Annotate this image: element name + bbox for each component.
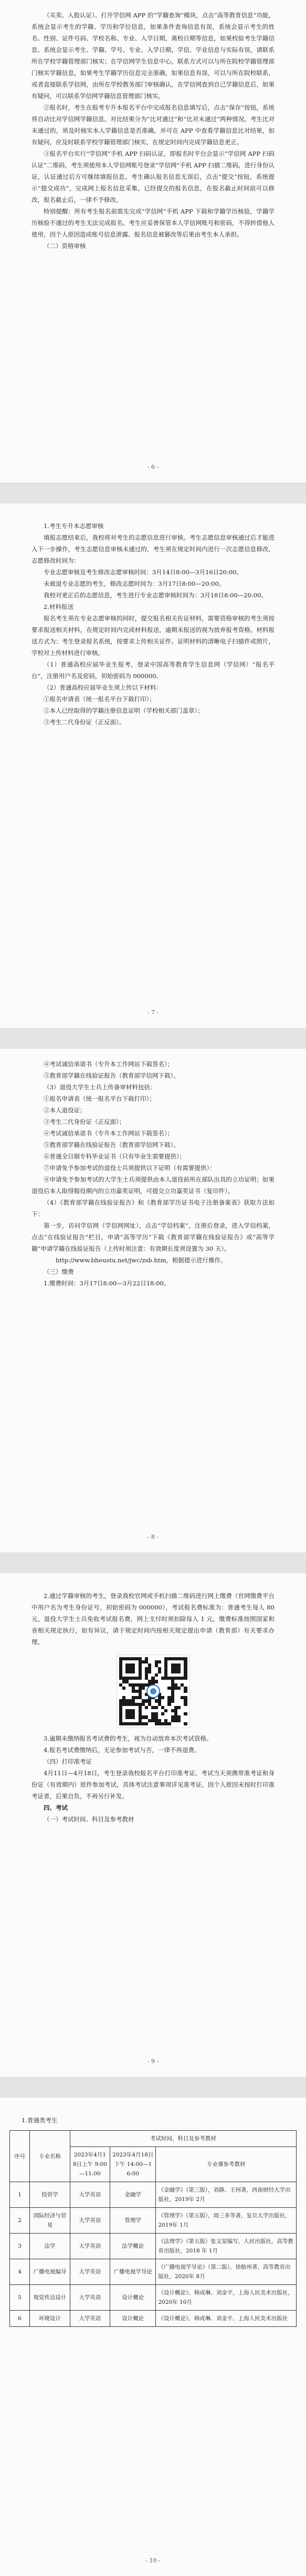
table-cell: 1 xyxy=(10,2182,30,2208)
paragraph: 1.缴费时间：3月17日8:00—3月22日18:00。 xyxy=(44,1280,170,1287)
url-link[interactable]: http://www.bheustu.net/jwc/zsb.htm xyxy=(56,1257,166,1264)
list-item: ①报名申请表（统一报名平台下载打印）； xyxy=(44,1095,155,1102)
list-item: ①报名申请表（统一报名平台下载打印）； xyxy=(44,695,155,703)
table-cell: 国际经济与贸易 xyxy=(30,2208,70,2234)
paragraph: （买卖、入股认证）、打开学信网 APP 的“学籍查询”模块，点击“高等教育信息”功能，系统会显示考生的学籍、学历和学位信息，如果条件查询信息有误，系统会显示考生的姓名、性别、证件号码、学校名称、专业、入学日期，离校日期等信息，如果校验考生学籍信息、系统会显示考生、学籍、学号、专业、入学日期，学信、学业信息与实际有误，请联系所在学校学籍管理部门核实；在学信网学生信息中心，联系方式可以与所在院校学籍管理部门核实学籍信息，如果考生学籍学历信息完全准确，如果信息有误，可以与所在院校联系，或者直接联系学信网，由所在学校教务部门审核确认，在学信网查到自己学籍信息后，如果有疑问，可以联系学信网学籍信息管理部门核实。 xyxy=(31,12,275,100)
paragraph: （2）普通高校应届毕业生须上传以下材料： xyxy=(44,684,162,691)
paragraph: ②报名时，考生在报考专升本报名平台中完成报名信息填写后，点击“保存”按钮，系统将自动比对学信网学籍信息。对比结果分为“比对通过”和“比对未通过”两种情况。考生比对未通过的，须及时核实本人学籍信息是否准确，并可在 APP 中查看学籍信息比对结果，如有疑问，应及时联系学校学籍管理部门核实，在规定时间内完成学籍信息更正。 xyxy=(31,104,275,146)
paragraph: 2.通过学籍审核的考生，登录我校官网或手机扫描二维码进行网上缴费（官网缴费平台中用户名为考生身份证号，初始密码为 000000），考试报名费标准为：普通考生每人 80 元，退役大学生士兵免收考试报名费，网上支付时须扣除每人 1 元，缴费标准按照国家和省相关规定执行，如有异议，请于规定时间内按相关规定提出申请（教育部）有关要求办理。 xyxy=(31,1592,275,1646)
paragraph: 我校对更正后的志愿信息，考生进行专业志愿审核时间为：3月18日8:00—20:00。 xyxy=(44,592,267,599)
url-suffix: ，根据提示进行操作。 xyxy=(166,1257,227,1264)
paragraph: 第一步，访问学信网（学信网网址），点击“学信档案”，注册后登录，进入学信档案，点击“在线验证报告”栏目，申请“高等学历”下载《教育部学籍在线验证报告》或“高等学籍”申请学籍在线验证报告（上传时须注意：有效期长度须设置为 30 天）。 xyxy=(31,1222,275,1252)
table-cell: 《设计概论》，韩成琳、刘金平，上海人民美术出版社 xyxy=(156,2311,297,2327)
payment-qr-code[interactable] xyxy=(117,1655,189,1727)
url-line xyxy=(31,1254,275,1266)
table-cell: 管理学 xyxy=(110,2208,156,2234)
paragraph: 3.逾期未缴纳报名考试费的考生，视为自动放弃本次考试资格。 xyxy=(44,1735,213,1742)
table-cell: 视觉传达设计 xyxy=(30,2285,70,2311)
page-number: - 9 - xyxy=(147,2058,159,2065)
table-row xyxy=(10,2285,297,2311)
table-cell: 投资学 xyxy=(30,2182,70,2208)
subheading: 2.材料报送 xyxy=(44,603,73,610)
table-cell: 设计概论 xyxy=(110,2311,156,2327)
list-item: ②本人退役证； xyxy=(44,1107,86,1114)
table-row xyxy=(10,2182,297,2208)
table-cell: 《法理学》（第五版）张文显编写，人民出版社，高等教育出版社，2018 年 1月 xyxy=(156,2234,297,2259)
list-item: ⑤教育部学籍在线验证报告（教育部学信网下载）。 xyxy=(44,1141,180,1149)
table-cell: 大学英语 xyxy=(70,2182,110,2208)
paragraph: （4）《教育部学籍在线验证报告》和《教育部学历证书电子注册备案表》获取方法如下： xyxy=(31,1199,275,1218)
table-header: 专业名称 xyxy=(30,2131,70,2182)
table-cell: 法学 xyxy=(30,2234,70,2259)
list-item: ⑦申请免予参加考试的退役士兵须提供以下证明（有需要提供）： xyxy=(44,1164,216,1172)
list-item: ②本人已经取得的学籍注册信息证明（学校相关部门盖章）； xyxy=(44,707,204,714)
paragraph: 未被退专业志愿的考生，修改志愿时间为：3月17日8:00—20:00。 xyxy=(44,580,225,587)
table-cell: 《管理学》（第五版），周三多等著，复旦大学出版社，2019年 1月 xyxy=(156,2208,297,2234)
subheading: 1.普通类考生 xyxy=(22,2117,58,2124)
list-item: ③考生二代身份证（正反面）。 xyxy=(44,718,125,726)
table-cell: 《设计概论》，韩成琳、刘金平，上海人民美术出版社，2020年 10月 xyxy=(156,2285,297,2311)
table-cell: 3 xyxy=(10,2234,30,2259)
table-cell: 广播电视编导 xyxy=(30,2259,70,2285)
table-cell: 法学概论 xyxy=(110,2234,156,2259)
table-header-group: 考试时间、科目及参考教材 xyxy=(70,2131,296,2147)
table-header: 专业课参考教材 xyxy=(156,2147,297,2182)
page-number: - 10 - xyxy=(145,2557,161,2564)
exam-schedule-table xyxy=(9,2130,297,2327)
table-cell: 环境设计 xyxy=(30,2311,70,2327)
table-cell: 广播电视学导论 xyxy=(110,2259,156,2285)
table-cell: 大学英语 xyxy=(70,2208,110,2234)
table-row xyxy=(10,2259,297,2285)
table-cell: 《金融学》（第三版），刘静、王珂著，西南财经大学出版社，2019年 2月 xyxy=(156,2182,297,2208)
table-cell: 大学英语 xyxy=(70,2285,110,2311)
page-number: - 6 - xyxy=(147,464,159,470)
list-item: ⑤教育部学籍在线验证报告（教育部学信网下载）。 xyxy=(44,1072,180,1079)
table-cell: 4 xyxy=(10,2259,30,2285)
document-page-10 xyxy=(0,2098,306,2576)
paragraph: 特别提醒：所有考生报名前需先完成“学信网”手机 APP 下载和学籍学历核验，学籍学历核验不通过的考生无法完成报名。考生应妥善保管本人学信网账号和密码，不得转借他人使用，因个人原因造成账号信息泄露、报名信息被篡改等后果由考生本人承担。 xyxy=(31,208,275,238)
document-page-8 xyxy=(0,1049,306,1552)
table-cell: 5 xyxy=(10,2285,30,2311)
paragraph: （1）普通高校应届毕业生报考，登录中国高等教育学生信息网（学信网）“报名平台”，注册用户名及密码，初始密码为 000000。 xyxy=(31,661,275,680)
document-page-7 xyxy=(0,503,306,1028)
table-row xyxy=(10,2311,297,2327)
table-header: 2023年4月18日下午 14:00—16:00 xyxy=(110,2147,156,2182)
paragraph: ③报名平台实行“学信网”手机 APP 扫码认证，即报名时平台会显示“学信网 APP 扫码认证”二维码，考生须使用本人学信网账号登录“学信网”手机 APP 扫描二维码，进行身份认证，认证通过后方可继续填报信息。考生确认报名信息无误后，点击“提交”按钮，系统提示“提交成功”，完成网上报名信息采集。已经提交的报名信息，在报名截止时间前可以修改，报名截止后，一律不予修改。 xyxy=(31,150,275,203)
paragraph: 专业志愿审核及考生修改志愿审核时间：3月14日8:00—3月16日20:00。 xyxy=(44,568,242,576)
table-row xyxy=(10,2208,297,2234)
list-item: ④考试诚信承诺书（专升本工作网站下载签名）； xyxy=(44,1130,174,1137)
paragraph: 4.报名考试费缴纳后，无论参加考试与否，一律不再退费。 xyxy=(44,1746,201,1754)
table-cell: 大学英语 xyxy=(70,2234,110,2259)
table-cell: 大学英语 xyxy=(70,2311,110,2327)
page-number: - 8 - xyxy=(147,1533,159,1540)
table-cell: 设计概论 xyxy=(110,2285,156,2311)
table-cell: 金融学 xyxy=(110,2182,156,2208)
section-heading: （一）考试时间、科目及参考教材 xyxy=(44,1816,134,1823)
paragraph: 报名考生须在专业志愿审核的同时，提交报名相关佐证材料，需要资格审核的考生须按要求报送相关材料，在规定时间内完成材料报送，逾期未报送的视为放弃报考资格。材料报送方式为：考生登录报名系统，按要求上传相关证件、证明材料的清晰电子扫描件或照片，学校对上传材料进行审核。 xyxy=(31,615,275,657)
section-heading: （三）缴费 xyxy=(44,1268,74,1275)
subheading: 1.考生专升本志愿审核 xyxy=(44,522,104,530)
table-cell: 大学英语 xyxy=(70,2259,110,2285)
document-page-9 xyxy=(0,1573,306,2077)
table-header: 2023年4月18日上午 9:00—11:00 xyxy=(70,2147,110,2182)
paragraph: ⑧申请免予参加考试的大学生士兵须提供由本人退役前所在部队出具的立功证明；如果退役后本人取得服役期内的立功嘉奖证明，可提交立功嘉奖证书（复印件）。 xyxy=(31,1176,275,1195)
section-heading: 四、考试 xyxy=(44,1804,68,1811)
list-item: ⑥普通全日制专科毕业证书（只有毕业生需要提供）； xyxy=(44,1153,186,1160)
qr-logo-icon xyxy=(146,1684,160,1698)
table-cell: 《广播电视学导论》（第二版），徐舫州著，高等教育出版社，2020年 8月 xyxy=(156,2259,297,2285)
list-item: （3）退役大学生士兵上传备审材料包括： xyxy=(44,1083,156,1091)
table-row xyxy=(10,2234,297,2259)
page-number: - 7 - xyxy=(147,1009,159,1016)
list-item: ④考试诚信承诺书（专升本工作网站下载签名）； xyxy=(44,1060,174,1068)
section-heading: （四）打印准考证 xyxy=(44,1758,92,1765)
table-cell: 6 xyxy=(10,2311,30,2327)
table-cell: 2 xyxy=(10,2208,30,2234)
section-heading: （二）资格审核 xyxy=(44,242,86,250)
document-page-6 xyxy=(0,0,306,482)
list-item: ③考生二代身份证（正反面）； xyxy=(44,1118,125,1125)
table-header: 序号 xyxy=(10,2131,30,2182)
paragraph: 4月11日—4月18日，考生登录我校报名平台打印准考证。考试当天须携带准考证和身份证（有效期内）原件参加考试，具体考试注意事项详见准考证。因个人原因未按时打印准考证者，后果自负，不再另行补发。 xyxy=(31,1769,275,1800)
paragraph: 填报志愿结束后，我校将对考生的志愿信息进行审核。考生志愿信息审核通过后才能进入下一步操作，考生志愿信息审核未通过的，考生须在规定时间内进行一次志愿信息修改，志愿修改时间为： xyxy=(31,534,275,564)
